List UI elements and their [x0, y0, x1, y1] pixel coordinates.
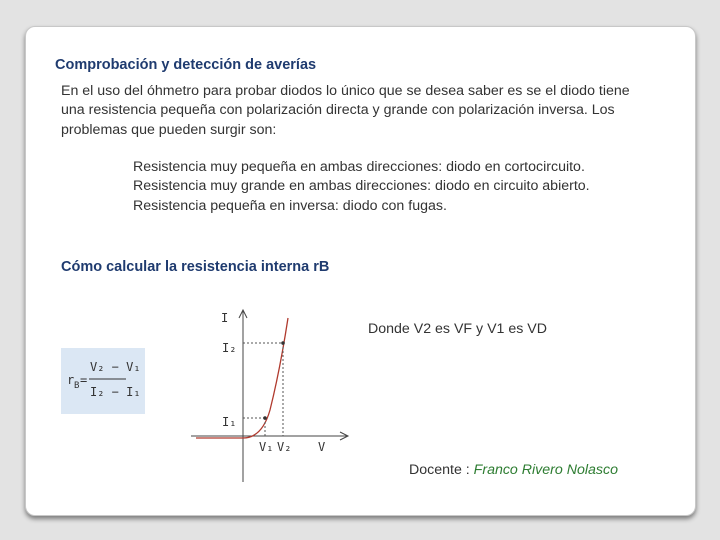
- point-2: [281, 341, 285, 345]
- intro-paragraph: En el uso del óhmetro para probar diodos lo único que se desea saber es se el diodo tiene una resistencia pequeña con polarización directa y grande con polarización inversa. Los problemas que pueden surgir son:: [61, 83, 630, 138]
- rb-formula: [67, 360, 141, 399]
- i2-label: I₂: [222, 341, 237, 355]
- v1-label: V₁: [259, 440, 274, 454]
- credit-line: [409, 462, 618, 478]
- i1-label: I₁: [222, 415, 237, 429]
- formula-lhs-sub: B: [74, 381, 80, 391]
- x-axis-label: V: [318, 440, 326, 454]
- diode-iv-curve: [196, 318, 288, 438]
- credit-author: Franco Rivero Nolasco: [473, 462, 618, 478]
- y-axis-label: I: [221, 311, 229, 325]
- problem-item-leak: Resistencia pequeña en inversa: diodo con fugas.: [133, 197, 447, 214]
- problem-item-open: Resistencia muy grande en ambas direcciones: diodo en circuito abierto.: [133, 178, 590, 195]
- voltage-note: Donde V2 es VF y V1 es VD: [368, 321, 548, 337]
- point-1: [263, 416, 267, 420]
- formula-equals: =: [80, 373, 88, 387]
- formula-lhs: r: [67, 373, 75, 387]
- formula-denominator: I₂ − I₁: [90, 385, 141, 399]
- section-subtitle: Cómo calcular la resistencia interna rB: [61, 259, 330, 275]
- credit-label: Docente :: [409, 462, 474, 478]
- formula-numerator: V₂ − V₁: [90, 360, 141, 374]
- problem-item-short: Resistencia muy pequeña en ambas direcciones: diodo en cortocircuito.: [133, 159, 585, 175]
- slide-title: Comprobación y detección de averías: [55, 57, 317, 73]
- v2-label: V₂: [277, 440, 292, 454]
